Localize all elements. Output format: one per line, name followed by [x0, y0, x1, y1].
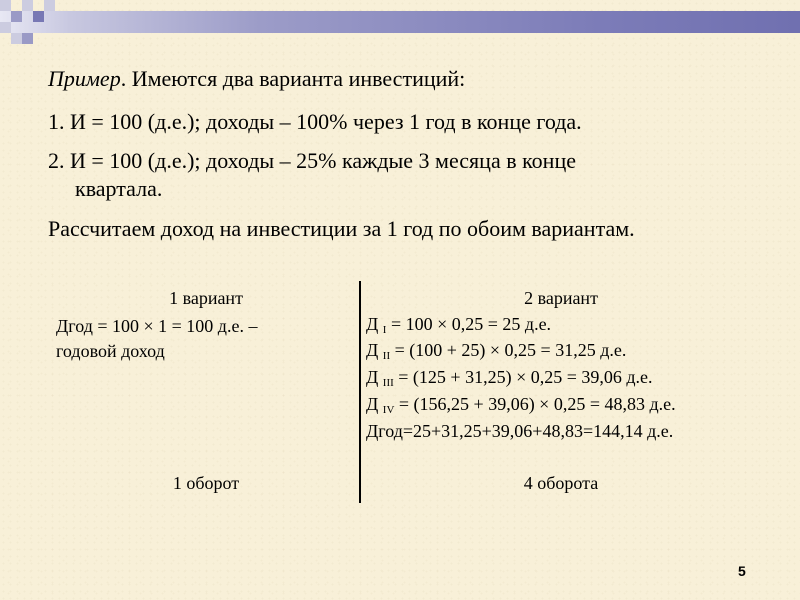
list-item-2-continued: квартала. — [75, 176, 163, 201]
row-prefix: Д — [366, 340, 383, 360]
row-prefix: Д — [366, 367, 383, 387]
row-expression: = (100 + 25) × 0,25 = 31,25 д.е. — [390, 340, 627, 360]
decor-square — [0, 0, 11, 11]
page-number: 5 — [738, 563, 746, 579]
row-subscript: I — [382, 324, 387, 336]
decor-square — [22, 33, 33, 44]
row-expression: = (156,25 + 39,06) × 0,25 = 48,83 д.е. — [394, 394, 676, 414]
variant-1-line: Дгод = 100 × 1 = 100 д.е. – — [56, 316, 258, 336]
variant-2-header: 2 вариант — [524, 288, 598, 308]
intro-paragraph — [48, 66, 465, 92]
intro-rest: . Имеются два варианта инвестиций: — [120, 66, 466, 91]
variant-2-row — [366, 393, 676, 415]
variant-2-footer: 4 оборота — [523, 473, 599, 493]
row-prefix: Д — [366, 394, 383, 414]
variant-2-row — [366, 313, 551, 335]
decor-square — [44, 0, 55, 11]
decor-square — [22, 0, 33, 11]
table-divider — [359, 281, 361, 503]
row-expression: = 100 × 0,25 = 25 д.е. — [386, 314, 552, 334]
summary-paragraph: Рассчитаем доход на инвестиции за 1 год по обоим вариантам. — [48, 216, 635, 241]
variant-1-line: годовой доход — [56, 341, 165, 361]
decor-square — [11, 33, 22, 44]
list-item-1: 1. И = 100 (д.е.); доходы – 100% через 1 год в конце года. — [48, 109, 582, 134]
row-subscript: II — [382, 350, 391, 362]
decor-square — [0, 22, 11, 33]
variant-2-row — [366, 366, 653, 388]
variant-1-header: 1 вариант — [169, 288, 243, 308]
list-item-2: 2. И = 100 (д.е.); доходы – 25% каждые 3 месяца в конце — [48, 148, 576, 173]
variant-1-footer: 1 оборот — [172, 473, 240, 493]
header-band — [0, 11, 800, 33]
row-expression: = (125 + 31,25) × 0,25 = 39,06 д.е. — [393, 367, 653, 387]
variant-2-total: Дгод=25+31,25+39,06+48,83=144,14 д.е. — [366, 421, 674, 441]
intro-lead: Пример — [48, 66, 121, 91]
row-subscript: III — [382, 377, 394, 389]
decor-square — [11, 11, 22, 22]
row-subscript: IV — [382, 404, 395, 416]
decor-square — [33, 11, 44, 22]
variant-2-row — [366, 339, 626, 361]
row-prefix: Д — [366, 314, 383, 334]
